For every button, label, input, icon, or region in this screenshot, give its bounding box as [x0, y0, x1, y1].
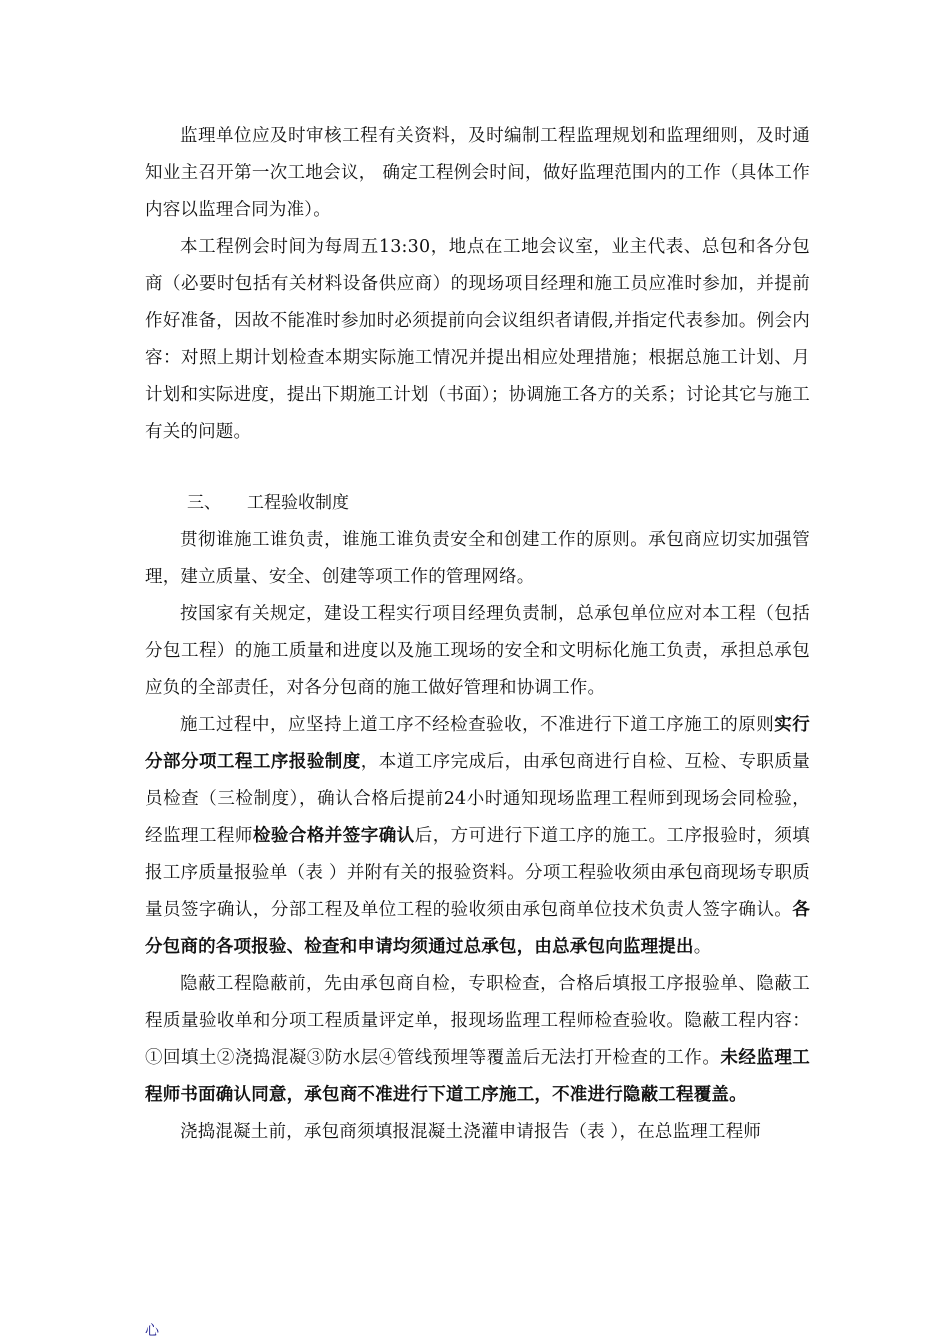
paragraph-weekly-meeting: 本工程例会时间为每周五13:30，地点在工地会议室，业主代表、总包和各分包商（必要时包括有关材料设备供应商）的现场项目经理和施工员应准时参加，并提前作好准备，因故不能准时参加时必须提前向会议组织者请假,并指定代表参加。例会内容：对照上期计划检查本期实际施工情况并提出相应处理措施；根据总施工计划、月计划和实际进度，提出下期施工计划（书面）；协调施工各方的关系；讨论其它与施工有关的问题。	[145, 237, 810, 442]
paragraph-process-inspection	[145, 707, 810, 966]
process-inspection-bold-3: 各分包商的各项报验、检查和申请均须通过总承包，由总承包向监理提出	[145, 900, 810, 957]
concealed-works-text: 隐蔽工程隐蔽前，先由承包商自检，专职检查，合格后填报工序报验单、隐蔽工程质量验收单和分项工程质量评定单，报现场监理工程师检查验收。隐蔽工程内容：①回填土②浇捣混凝③防水层④管线预埋等覆盖后无法打开检查的工作。	[145, 974, 810, 1068]
section-spacer	[145, 451, 810, 485]
document-page	[145, 118, 810, 1151]
process-inspection-text-1: 施工过程中，应坚持上道工序不经检查验收，不准进行下道工序施工的原则	[180, 715, 775, 735]
paragraph-project-manager-system: 按国家有关规定，建设工程实行项目经理负责制，总承包单位应对本工程（包括分包工程）的施工质量和进度以及施工现场的安全和文明标化施工负责，承担总承包应负的全部责任，对各分包商的施工做好管理和协调工作。	[145, 604, 810, 698]
page-footer-text: 心	[145, 1323, 159, 1339]
process-inspection-text-4: 。	[693, 937, 712, 957]
process-inspection-text-3: 后，方可进行下道工序的施工。工序报验时，须填报工序质量报验单（表 ）并附有关的报验资料。分项工程验收须由承包商现场专职质量员签字确认，分部工程及单位工程的验收须由承包商单位技术负责人签字确认。	[145, 826, 810, 920]
section-heading	[145, 485, 810, 522]
concealed-works-bold: 未经监理工程师书面确认同意，承包商不准进行下道工序施工，不准进行隐蔽工程覆盖。	[145, 1048, 810, 1105]
paragraph-responsibility-principle: 贯彻谁施工谁负责，谁施工谁负责安全和创建工作的原则。承包商应切实加强管理，建立质量、安全、创建等项工作的管理网络。	[145, 530, 810, 587]
section-title: 工程验收制度	[247, 493, 349, 513]
process-inspection-bold-2: 检验合格并签字确认	[252, 826, 415, 846]
paragraph-concrete-pouring: 浇捣混凝土前，承包商须填报混凝土浇灌申请报告（表 ），在总监理工程师	[180, 1122, 762, 1142]
paragraph-supervision-review: 监理单位应及时审核工程有关资料，及时编制工程监理规划和监理细则，及时通知业主召开第一次工地会议， 确定工程例会时间，做好监理范围内的工作（具体工作内容以监理合同为准）。	[145, 126, 810, 220]
paragraph-concealed-works	[145, 966, 810, 1114]
process-inspection-bold-1: 实行分部分项工程工序报验制度	[145, 715, 810, 772]
section-number: 三、	[187, 493, 221, 513]
process-inspection-text-2: ，本道工序完成后，由承包商进行自检、互检、专职质量员检查（三检制度），确认合格后提前24小时通知现场监理工程师到现场会同检验，经监理工程师	[145, 752, 810, 846]
